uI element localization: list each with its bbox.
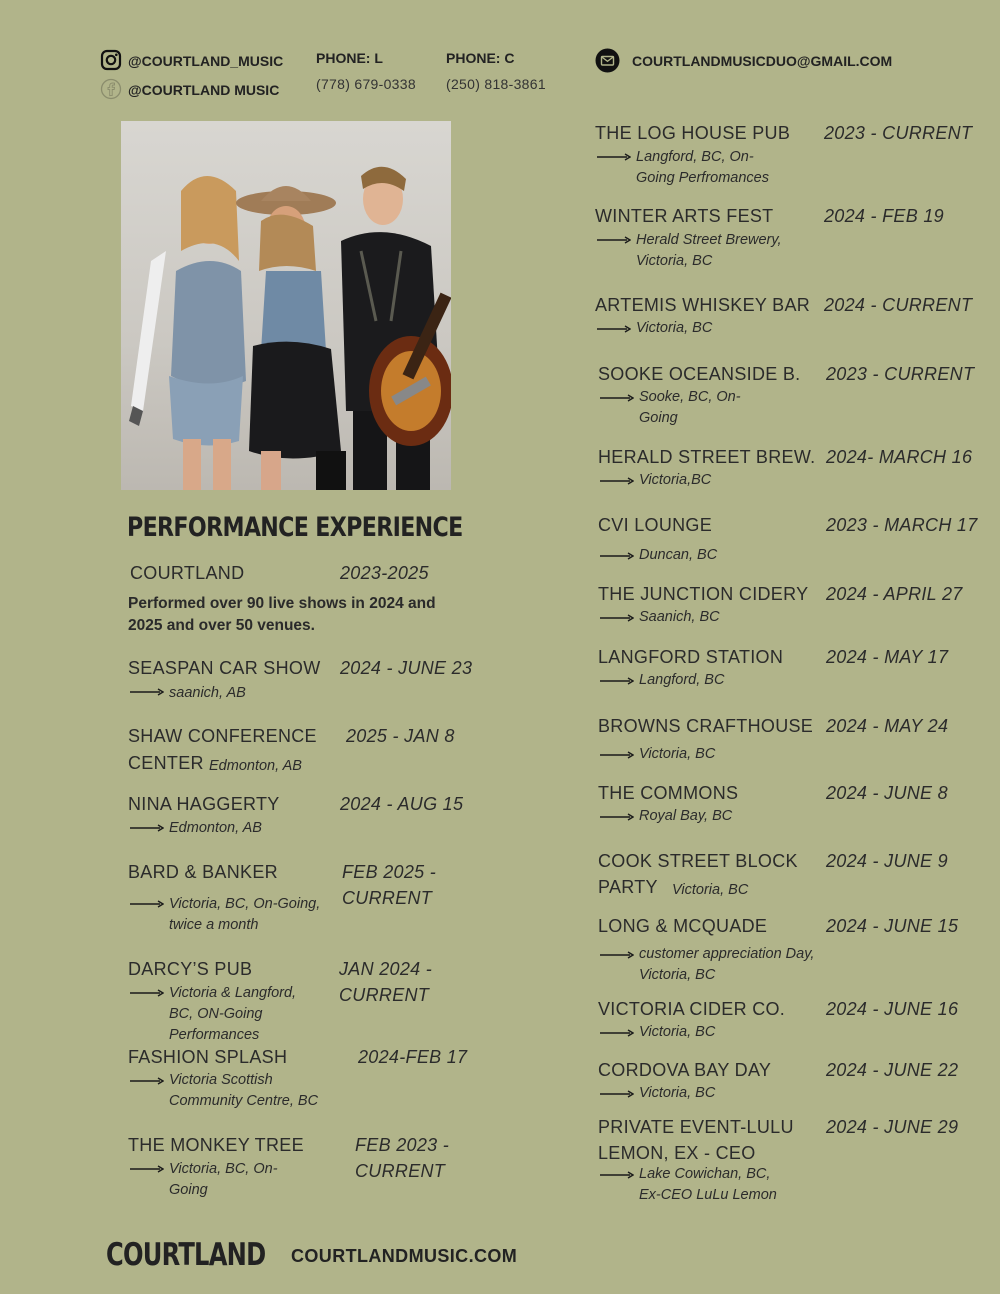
arrow-right-icon <box>130 688 164 696</box>
location-line: Victoria, BC <box>636 320 713 336</box>
performance-date: 2024 - AUG 15 <box>340 794 464 814</box>
performance-date-cont: CURRENT <box>342 888 433 908</box>
section-title: PERFORMANCE EXPERIENCE <box>127 512 463 543</box>
venue-location <box>639 806 732 827</box>
location-line: Victoria & Langford, <box>169 985 297 1001</box>
performance-date-cont: CURRENT <box>355 1161 446 1181</box>
performance-date: 2023 - MARCH 17 <box>826 515 978 535</box>
phone-l-label: PHONE: L <box>316 50 383 66</box>
arrow-right-icon <box>600 751 634 759</box>
venue-name: COOK STREET BLOCK <box>598 851 798 871</box>
location-line: Going <box>169 1182 208 1198</box>
venue-location <box>639 1022 715 1043</box>
venue-name: THE LOG HOUSE PUB <box>595 123 791 143</box>
location-line: customer appreciation Day, <box>639 946 815 962</box>
location-line: Lake Cowichan, BC, <box>639 1166 771 1182</box>
phone-l-number[interactable]: (778) 679-0338 <box>316 76 416 92</box>
location-line: Royal Bay, BC <box>639 808 733 824</box>
location-line: Victoria Scottish <box>169 1072 273 1088</box>
venue-location <box>636 230 782 272</box>
performance-date: 2024 - FEB 19 <box>824 206 944 226</box>
arrow-right-icon <box>130 1165 164 1173</box>
performance-date: 2024 - JUNE 8 <box>826 783 948 803</box>
venue-location <box>639 607 720 628</box>
performance-date: 2024- MARCH 16 <box>826 447 973 467</box>
venue-name-cont: CENTER <box>128 753 204 773</box>
location-line: Saanich, BC <box>639 609 720 625</box>
venue-name: VICTORIA CIDER CO. <box>598 999 786 1019</box>
location-line: Victoria,BC <box>639 472 712 488</box>
venue-name: WINTER ARTS FEST <box>595 206 774 226</box>
location-line: Victoria, BC <box>639 1024 716 1040</box>
venue-name: LONG & MCQUADE <box>598 916 768 936</box>
venue-name: SEASPAN CAR SHOW <box>128 658 321 678</box>
location-line: Victoria, BC, On-Going, <box>169 896 321 912</box>
footer-website[interactable]: COURTLANDMUSIC.COM <box>291 1246 518 1266</box>
location-line: Performances <box>169 1027 260 1043</box>
performance-date: 2024 - JUNE 9 <box>826 851 948 871</box>
venue-location: Victoria, BC <box>672 882 749 898</box>
venue-name: FASHION SPLASH <box>128 1047 288 1067</box>
phone-c-number[interactable]: (250) 818-3861 <box>446 76 546 92</box>
venue-location <box>636 318 712 339</box>
performance-date: 2024 - MAY 24 <box>826 716 949 736</box>
arrow-right-icon <box>130 824 164 832</box>
arrow-right-icon <box>597 325 631 333</box>
location-line: Victoria, BC <box>639 1085 716 1101</box>
venue-name: SOOKE OCEANSIDE B. <box>598 364 801 384</box>
venue-name: THE JUNCTION CIDERY <box>598 584 809 604</box>
venue-name: BROWNS CRAFTHOUSE <box>598 716 814 736</box>
arrow-right-icon <box>597 236 631 244</box>
performance-date: 2024 - CURRENT <box>824 295 973 315</box>
instagram-icon <box>100 49 122 71</box>
performance-date: 2024 - JUNE 22 <box>826 1060 959 1080</box>
venue-location <box>639 545 717 566</box>
performance-date: 2024 - JUNE 16 <box>826 999 959 1019</box>
venue-location <box>639 387 741 429</box>
venue-location <box>169 818 262 839</box>
venue-location <box>639 944 814 986</box>
venue-location <box>639 744 715 765</box>
venue-name: THE MONKEY TREE <box>128 1135 304 1155</box>
facebook-handle[interactable]: @COURTLAND MUSIC <box>128 82 280 98</box>
arrow-right-icon <box>600 477 634 485</box>
band-name: COURTLAND <box>130 563 245 583</box>
arrow-right-icon <box>600 1090 634 1098</box>
venue-location <box>636 147 769 189</box>
performance-date: 2023 - CURRENT <box>824 123 973 143</box>
arrow-right-icon <box>130 989 164 997</box>
venue-name-cont: LEMON, EX - CEO <box>598 1143 756 1163</box>
performance-date: 2024 - JUNE 29 <box>826 1117 959 1137</box>
location-line: Duncan, BC <box>639 547 718 563</box>
location-line: Victoria, BC, On- <box>169 1161 278 1177</box>
venue-location: Edmonton, AB <box>209 758 302 774</box>
footer-logo: COURTLAND <box>106 1237 266 1273</box>
venue-name: LANGFORD STATION <box>598 647 784 667</box>
location-line: Sooke, BC, On- <box>639 389 741 405</box>
band-note: Performed over 90 live shows in 2024 and 2025 and over 50 venues. <box>128 595 436 634</box>
arrow-right-icon <box>600 951 634 959</box>
band-photo <box>121 121 451 490</box>
instagram-handle[interactable]: @COURTLAND_MUSIC <box>128 53 284 69</box>
band-years: 2023-2025 <box>340 563 429 583</box>
facebook-icon <box>100 78 122 100</box>
venue-location <box>169 683 246 704</box>
performance-date: 2023 - CURRENT <box>826 364 975 384</box>
performance-date: 2024 - JUNE 15 <box>826 916 959 936</box>
venue-location <box>639 470 711 491</box>
location-line: Langford, BC <box>639 672 725 688</box>
venue-location <box>639 1083 715 1104</box>
venue-location <box>639 1164 777 1206</box>
location-line: twice a month <box>169 917 259 933</box>
location-line: Ex-CEO LuLu Lemon <box>639 1187 777 1203</box>
performance-date: 2024 - MAY 17 <box>826 647 949 667</box>
location-line: Victoria, BC <box>636 253 713 269</box>
email-address[interactable]: COURTLANDMUSICDUO@GMAIL.COM <box>632 53 893 69</box>
phone-c-label: PHONE: C <box>446 50 515 66</box>
venue-location <box>169 894 320 936</box>
location-line: Victoria, BC <box>639 746 716 762</box>
venue-name: NINA HAGGERTY <box>128 794 280 814</box>
venue-location <box>169 983 296 1046</box>
arrow-right-icon <box>600 813 634 821</box>
performance-date: 2025 - JAN 8 <box>346 726 455 746</box>
location-line: Edmonton, AB <box>169 820 262 836</box>
arrow-right-icon <box>130 1077 164 1085</box>
email-icon <box>595 48 620 73</box>
location-line: Herald Street Brewery, <box>636 232 782 248</box>
performance-date-cont: CURRENT <box>339 985 430 1005</box>
arrow-right-icon <box>600 552 634 560</box>
performance-date: 2024-FEB 17 <box>358 1047 468 1067</box>
venue-location <box>639 670 724 691</box>
location-line: Langford, BC, On- <box>636 149 754 165</box>
venue-name: DARCY’S PUB <box>128 959 253 979</box>
performance-date: 2024 - JUNE 23 <box>340 658 473 678</box>
venue-name: ARTEMIS WHISKEY BAR <box>595 295 811 315</box>
location-line: Victoria, BC <box>639 967 716 983</box>
venue-name: CVI LOUNGE <box>598 515 713 535</box>
venue-location <box>169 1159 278 1201</box>
arrow-right-icon <box>600 677 634 685</box>
venue-name: CORDOVA BAY DAY <box>598 1060 772 1080</box>
venue-name: PRIVATE EVENT-LULU <box>598 1117 794 1137</box>
venue-name-cont: PARTY <box>598 877 658 897</box>
location-line: Going <box>639 410 678 426</box>
performance-date: 2024 - APRIL 27 <box>826 584 963 604</box>
arrow-right-icon <box>597 153 631 161</box>
venue-name: SHAW CONFERENCE <box>128 726 317 746</box>
arrow-right-icon <box>600 394 634 402</box>
arrow-right-icon <box>600 1029 634 1037</box>
venue-name: THE COMMONS <box>598 783 739 803</box>
arrow-right-icon <box>600 1171 634 1179</box>
arrow-right-icon <box>130 900 164 908</box>
location-line: BC, ON-Going <box>169 1006 263 1022</box>
performance-date: JAN 2024 - <box>339 959 433 979</box>
performance-date: FEB 2025 - <box>342 862 437 882</box>
venue-name: HERALD STREET BREW. <box>598 447 816 467</box>
location-line: Going Perfromances <box>636 170 769 186</box>
arrow-right-icon <box>600 614 634 622</box>
performance-date: FEB 2023 - <box>355 1135 450 1155</box>
location-line: saanich, AB <box>169 685 246 701</box>
venue-location <box>169 1070 318 1112</box>
venue-name: BARD & BANKER <box>128 862 278 882</box>
location-line: Community Centre, BC <box>169 1093 319 1109</box>
